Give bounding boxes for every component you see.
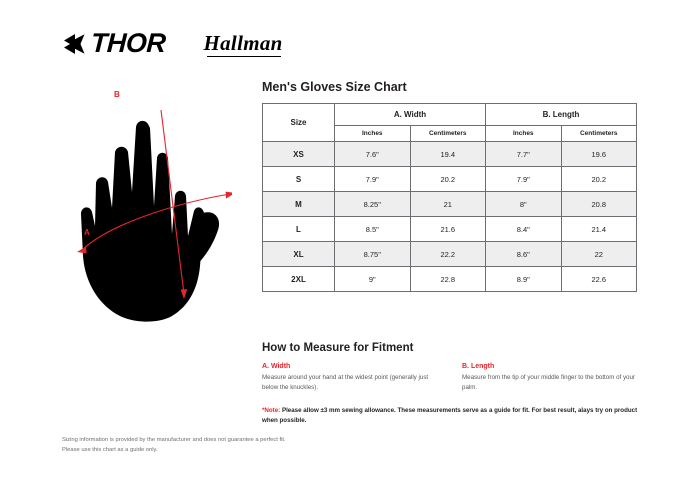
- cell-length-inches: 8.6": [486, 242, 562, 267]
- thor-hammer-icon: [62, 31, 88, 57]
- howto-body-b: Measure from the tip of your middle finger to the bottom of your palm.: [462, 374, 635, 391]
- diagram-label-a: A: [84, 228, 90, 237]
- cell-length-centimeters: 19.6: [561, 142, 637, 167]
- table-row: [263, 267, 637, 292]
- note-body: Please allow ±3 mm sewing allowance. These measurements serve as a guide for fit. For best result, alays try on product when possible.: [262, 407, 638, 424]
- cell-length-inches: 8.4": [486, 217, 562, 242]
- cell-size: XL: [263, 242, 335, 267]
- cell-size: S: [263, 167, 335, 192]
- cell-width-inches: 9": [335, 267, 411, 292]
- subheader-width-inches: Inches: [335, 126, 411, 142]
- subheader-length-centimeters: Centimeters: [561, 126, 637, 142]
- howto-title: How to Measure for Fitment: [262, 342, 414, 354]
- howto-column-width: [262, 363, 440, 392]
- subheader-length-inches: Inches: [486, 126, 562, 142]
- cell-size: M: [263, 192, 335, 217]
- footer-line-2: Please use this chart as a guide only.: [62, 447, 158, 454]
- thor-logo: [62, 28, 166, 59]
- howto-body-a: Measure around your hand at the widest point (generally just below the knuckles).: [262, 374, 429, 391]
- hallman-wordmark: Hallman: [203, 31, 283, 55]
- cell-width-centimeters: 20.2: [410, 167, 486, 192]
- table-row: [263, 217, 637, 242]
- cell-width-centimeters: 22.8: [410, 267, 486, 292]
- table-row: [263, 167, 637, 192]
- diagram-label-b: B: [114, 90, 120, 99]
- size-chart-table: [262, 103, 637, 292]
- table-row: [263, 142, 637, 167]
- cell-size: XS: [263, 142, 335, 167]
- header-size: Size: [263, 104, 335, 142]
- page-title: Men's Gloves Size Chart: [262, 80, 407, 94]
- cell-length-inches: 7.9": [486, 167, 562, 192]
- footer-disclaimer: [62, 435, 286, 455]
- brand-header: [62, 28, 283, 59]
- note-block: [262, 406, 640, 425]
- note-label: *Note:: [262, 407, 281, 414]
- cell-width-inches: 7.9": [335, 167, 411, 192]
- subheader-width-centimeters: Centimeters: [410, 126, 486, 142]
- cell-width-centimeters: 22.2: [410, 242, 486, 267]
- cell-length-inches: 8": [486, 192, 562, 217]
- footer-line-1: Sizing information is provided by the manufacturer and does not guarantee a perfect fit.: [62, 437, 286, 443]
- cell-width-inches: 8.25": [335, 192, 411, 217]
- cell-length-centimeters: 22.6: [561, 267, 637, 292]
- cell-length-centimeters: 20.8: [561, 192, 637, 217]
- table-row: [263, 242, 637, 267]
- howto-section: [262, 363, 640, 392]
- header-width: A. Width: [335, 104, 486, 126]
- cell-length-centimeters: 20.2: [561, 167, 637, 192]
- cell-length-centimeters: 21.4: [561, 217, 637, 242]
- table-group-header-row: [263, 104, 637, 126]
- cell-width-inches: 8.5": [335, 217, 411, 242]
- cell-width-centimeters: 21.6: [410, 217, 486, 242]
- cell-size: L: [263, 217, 335, 242]
- cell-width-centimeters: 21: [410, 192, 486, 217]
- cell-width-centimeters: 19.4: [410, 142, 486, 167]
- thor-wordmark: THOR: [90, 28, 167, 58]
- glove-diagram: [62, 90, 232, 326]
- cell-size: 2XL: [263, 267, 335, 292]
- cell-length-centimeters: 22: [561, 242, 637, 267]
- cell-width-inches: 7.6": [335, 142, 411, 167]
- header-length: B. Length: [486, 104, 637, 126]
- howto-heading-b: B. Length: [462, 363, 495, 370]
- howto-column-length: [462, 363, 640, 392]
- cell-width-inches: 8.75": [335, 242, 411, 267]
- cell-length-inches: 8.9": [486, 267, 562, 292]
- howto-heading-a: A. Width: [262, 363, 291, 370]
- table-row: [263, 192, 637, 217]
- cell-length-inches: 7.7": [486, 142, 562, 167]
